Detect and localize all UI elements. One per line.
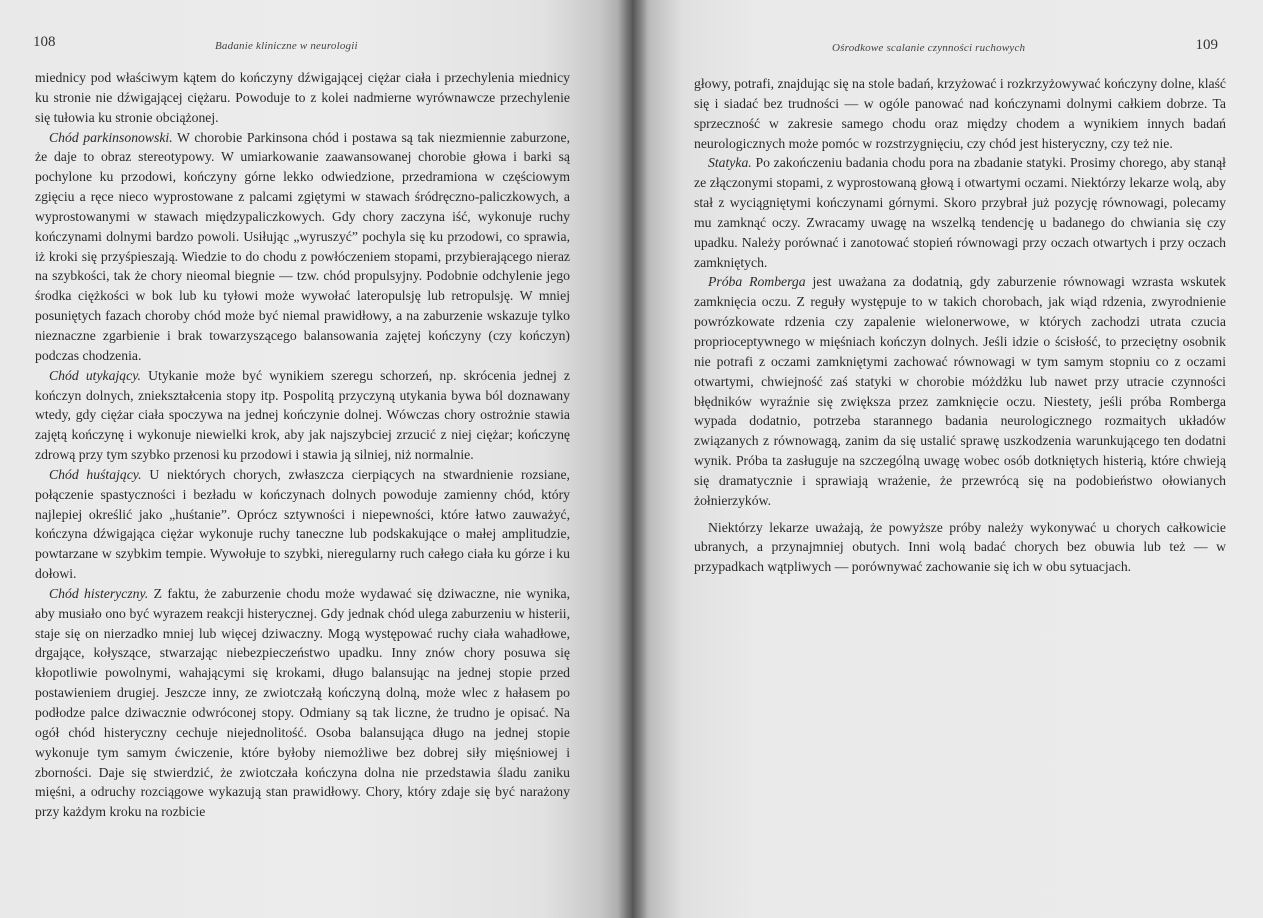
paragraph (694, 74, 1226, 153)
body-text (35, 68, 570, 822)
paragraph-term: Chód histeryczny. (49, 585, 149, 601)
paragraph-term: Chód utykający. (49, 367, 141, 383)
book-gutter (618, 0, 648, 918)
running-head: Ośrodkowe scalanie czynności ruchowych (832, 42, 1026, 54)
paragraph (35, 68, 570, 128)
running-head: Badanie kliniczne w neurologii (215, 40, 358, 52)
body-text (694, 74, 1226, 577)
paragraph (694, 272, 1226, 510)
page-number: 108 (33, 34, 56, 50)
paragraph-text: W chorobie Parkinsona chód i postawa są tak niezmiennie zaburzone, że daje to obraz stereotypowy. W umiarkowanie zaawansowanej chorobie głowa i barki są pochylone ku przodowi, kończyny górne lekko odwiedzione, przedramiona w częściowym zgięciu a ręce nieco wyprostowane z palcami zgiętymi w stawach śródręczno-paliczkowych, a wyprostowanymi w stawach międzypaliczkowych. Gdy chory zaczyna iść, wykonuje ruchy kończynami dolnymi bardzo powoli. Usiłując „wyruszyć” pochyla się ku przodowi, co sprawia, iż kroki się przyśpieszają. Wiedzie to do chodu z powłóczeniem stopami, przybierającego nieraz na szybkości, tak że chory nieomal biegnie — tzw. chód propulsyjny. Podobnie odchylenie jego środka ciężkości w bok lub ku tyłowi może wywołać lateropulsję lub retropulsję. W mniej posuniętych fazach choroby chód może być niemal prawidłowy, a na zaburzenie wskazuje tylko nieznaczne zgarbienie i brak towarzyszącego balansowania zajętej kończyny (czy kończyn) podczas chodzenia. (35, 129, 570, 363)
paragraph-text: U niektórych chorych, zwłaszcza cierpiących na stwardnienie rozsiane, połączenie spastyczności i bezładu w kończynach dolnych powoduje zamienny chód, który najlepiej określić jako „huśtanie”. Oprócz sztywności i niepewności, które łatwo zauważyć, kończyna dźwigająca ciężar wykonuje ruchy taneczne lub podskakujące o małej amplitudzie, powtarzane w szybkim tempie. Wywołuje to szybki, nieregularny ruch całego ciała ku górze i ku dołowi. (35, 466, 570, 582)
paragraph (35, 128, 570, 366)
paragraph-text: głowy, potrafi, znajdując się na stole badań, krzyżować i rozkrzyżowywać kończyny dolne, klaść się i siadać bez trudności — w ogóle panować nad kończynami dolnymi całkiem dobrze. Ta sprzeczność w zakresie samego chodu oraz między chodem a wynikiem innych badań neurologicznych może pomóc w rozstrzygnięciu, czy chód jest histeryczny, czy też nie. (694, 76, 1226, 151)
paragraph-text: jest uważana za dodatnią, gdy zaburzenie równowagi wzrasta wskutek zamknięcia oczu. Z reguły występuje to w takich chorobach, jak wiąd rdzenia, zwyrodnienie powrózkowate rdzenia czy zapalenie wielonerwowe, w których zachodzi utrata czucia proprioceptywnego w mięśniach kończyn dolnych. Jeśli idzie o ścisłość, to przeciętny osobnik nie potrafi z oczami zamkniętymi zachować równowagi w tym samym stopniu co z oczami otwartymi, chwiejność zaś statyki w chorobie móżdżku lub nawet przy utracie czynności błędników wyraźnie się zwiększa przez zamknięcie oczu. Niestety, jeśli próba Romberga wypada dodatnio, potrzeba starannego badania neurologicznego rozmaitych układów związanych z równowagą, zanim da się ustalić sprawę uszkodzenia warunkującego ten dodatni wynik. Próba ta zasługuje na szczególną uwagę wobec osób dotkniętych histerią, które chwieją się dramatycznie i sprawiają wrażenie, że przewrócą się na podobieństwo ołowianych żołnierzyków. (694, 274, 1226, 508)
paragraph-term: Próba Romberga (708, 274, 806, 290)
paragraph (35, 584, 570, 822)
paragraph (694, 153, 1226, 272)
paragraph-text: Z faktu, że zaburzenie chodu może wydawać się dziwaczne, nie wynika, aby musiało ono być wyrazem reakcji histerycznej. Gdy jednak chód ulega zaburzeniu w histerii, staje się on nierzadko mniej lub więcej dziwaczny. Mogą występować ruchy ciała wahadłowe, drgające, kołyszące, stwarzając niebezpieczeństwo upadku. Inny znów chory posuwa się kłopotliwie powolnymi, wahającymi się krokami, długo balansując na jednej stopie przed postawieniem drugiej. Jeszcze inny, ze zwiotczałą kończyną dolną, może wlec z hałasem po podłodze palce dziwacznie odwróconej stopy. Odmiany są tak liczne, że trudno je opisać. Na ogół chód histeryczny cechuje niejednolitość. Osoba balansująca długo na jednej stopie wykonuje tym samym ćwiczenie, które byłoby niemożliwe bez dobrej siły mięśniowej i zborności. Daje się stwierdzić, że zwiotczała kończyna dolna nie przedstawia śladu zaniku mięśni, a odruchy rozciągowe wykazują stan prawidłowy. Chory, który zdaje się być narażony przy każdym kroku na rozbicie (35, 585, 570, 820)
paragraph (694, 518, 1226, 578)
paragraph-term: Statyka. (708, 155, 752, 171)
paragraph-text: miednicy pod właściwym kątem do kończyny dźwigającej ciężar ciała i przechylenia miednicy ku stronie nie dźwigającej ciężaru. Powoduje to z kolei nadmierne wyrównawcze przechylenie się tułowia ku stronie obciążonej. (35, 70, 570, 125)
paragraph-term: Chód parkinsonowski. (49, 129, 173, 145)
paragraph-term: Chód huśtający. (49, 466, 142, 482)
paragraph (35, 366, 570, 465)
right-page (632, 0, 1263, 918)
paragraph (35, 465, 570, 584)
paragraph-text: Niektórzy lekarze uważają, że powyższe próby należy wykonywać u chorych całkowicie ubranych, a przynajmniej obutych. Inni wolą badać chorych bez obuwia lub też — w przypadkach wątpliwych — porównywać zachowanie się ich w obu sytuacjach. (694, 519, 1226, 575)
page-number: 109 (1195, 37, 1218, 53)
paragraph-text: Po zakończeniu badania chodu pora na zbadanie statyki. Prosimy chorego, aby stanął ze złączonymi stopami, z wyprostowaną głową i otwartymi oczami. Niektórzy lekarze wolą, aby stał z wyciągniętymi kończynami górnymi. Skoro przybrał już pozycję równowagi, polecamy mu zamknąć oczy. Zwracamy uwagę na wszelką tendencję u badanego do chwiania się czy upadku. Należy porównać i zanotować stopień równowagi przy oczach otwartych i przy oczach zamkniętych. (694, 155, 1226, 270)
paragraph-text: Utykanie może być wynikiem szeregu schorzeń, np. skrócenia jednej z kończyn dolnych, zniekształcenia stopy itp. Pospolitą przyczyną utykania bywa ból doznawany wtedy, gdy ciężar ciała spoczywa na jednej kończynie dolnej. Wówczas chory ostrożnie stawia zajętą kończynę i wykonuje niewielki krok, aby jak najszybciej zrzucić z niej ciężar; kończynę zdrową przy tym szybko przenosi ku przodowi i stawia ją silniej, niż normalnie. (35, 367, 571, 463)
